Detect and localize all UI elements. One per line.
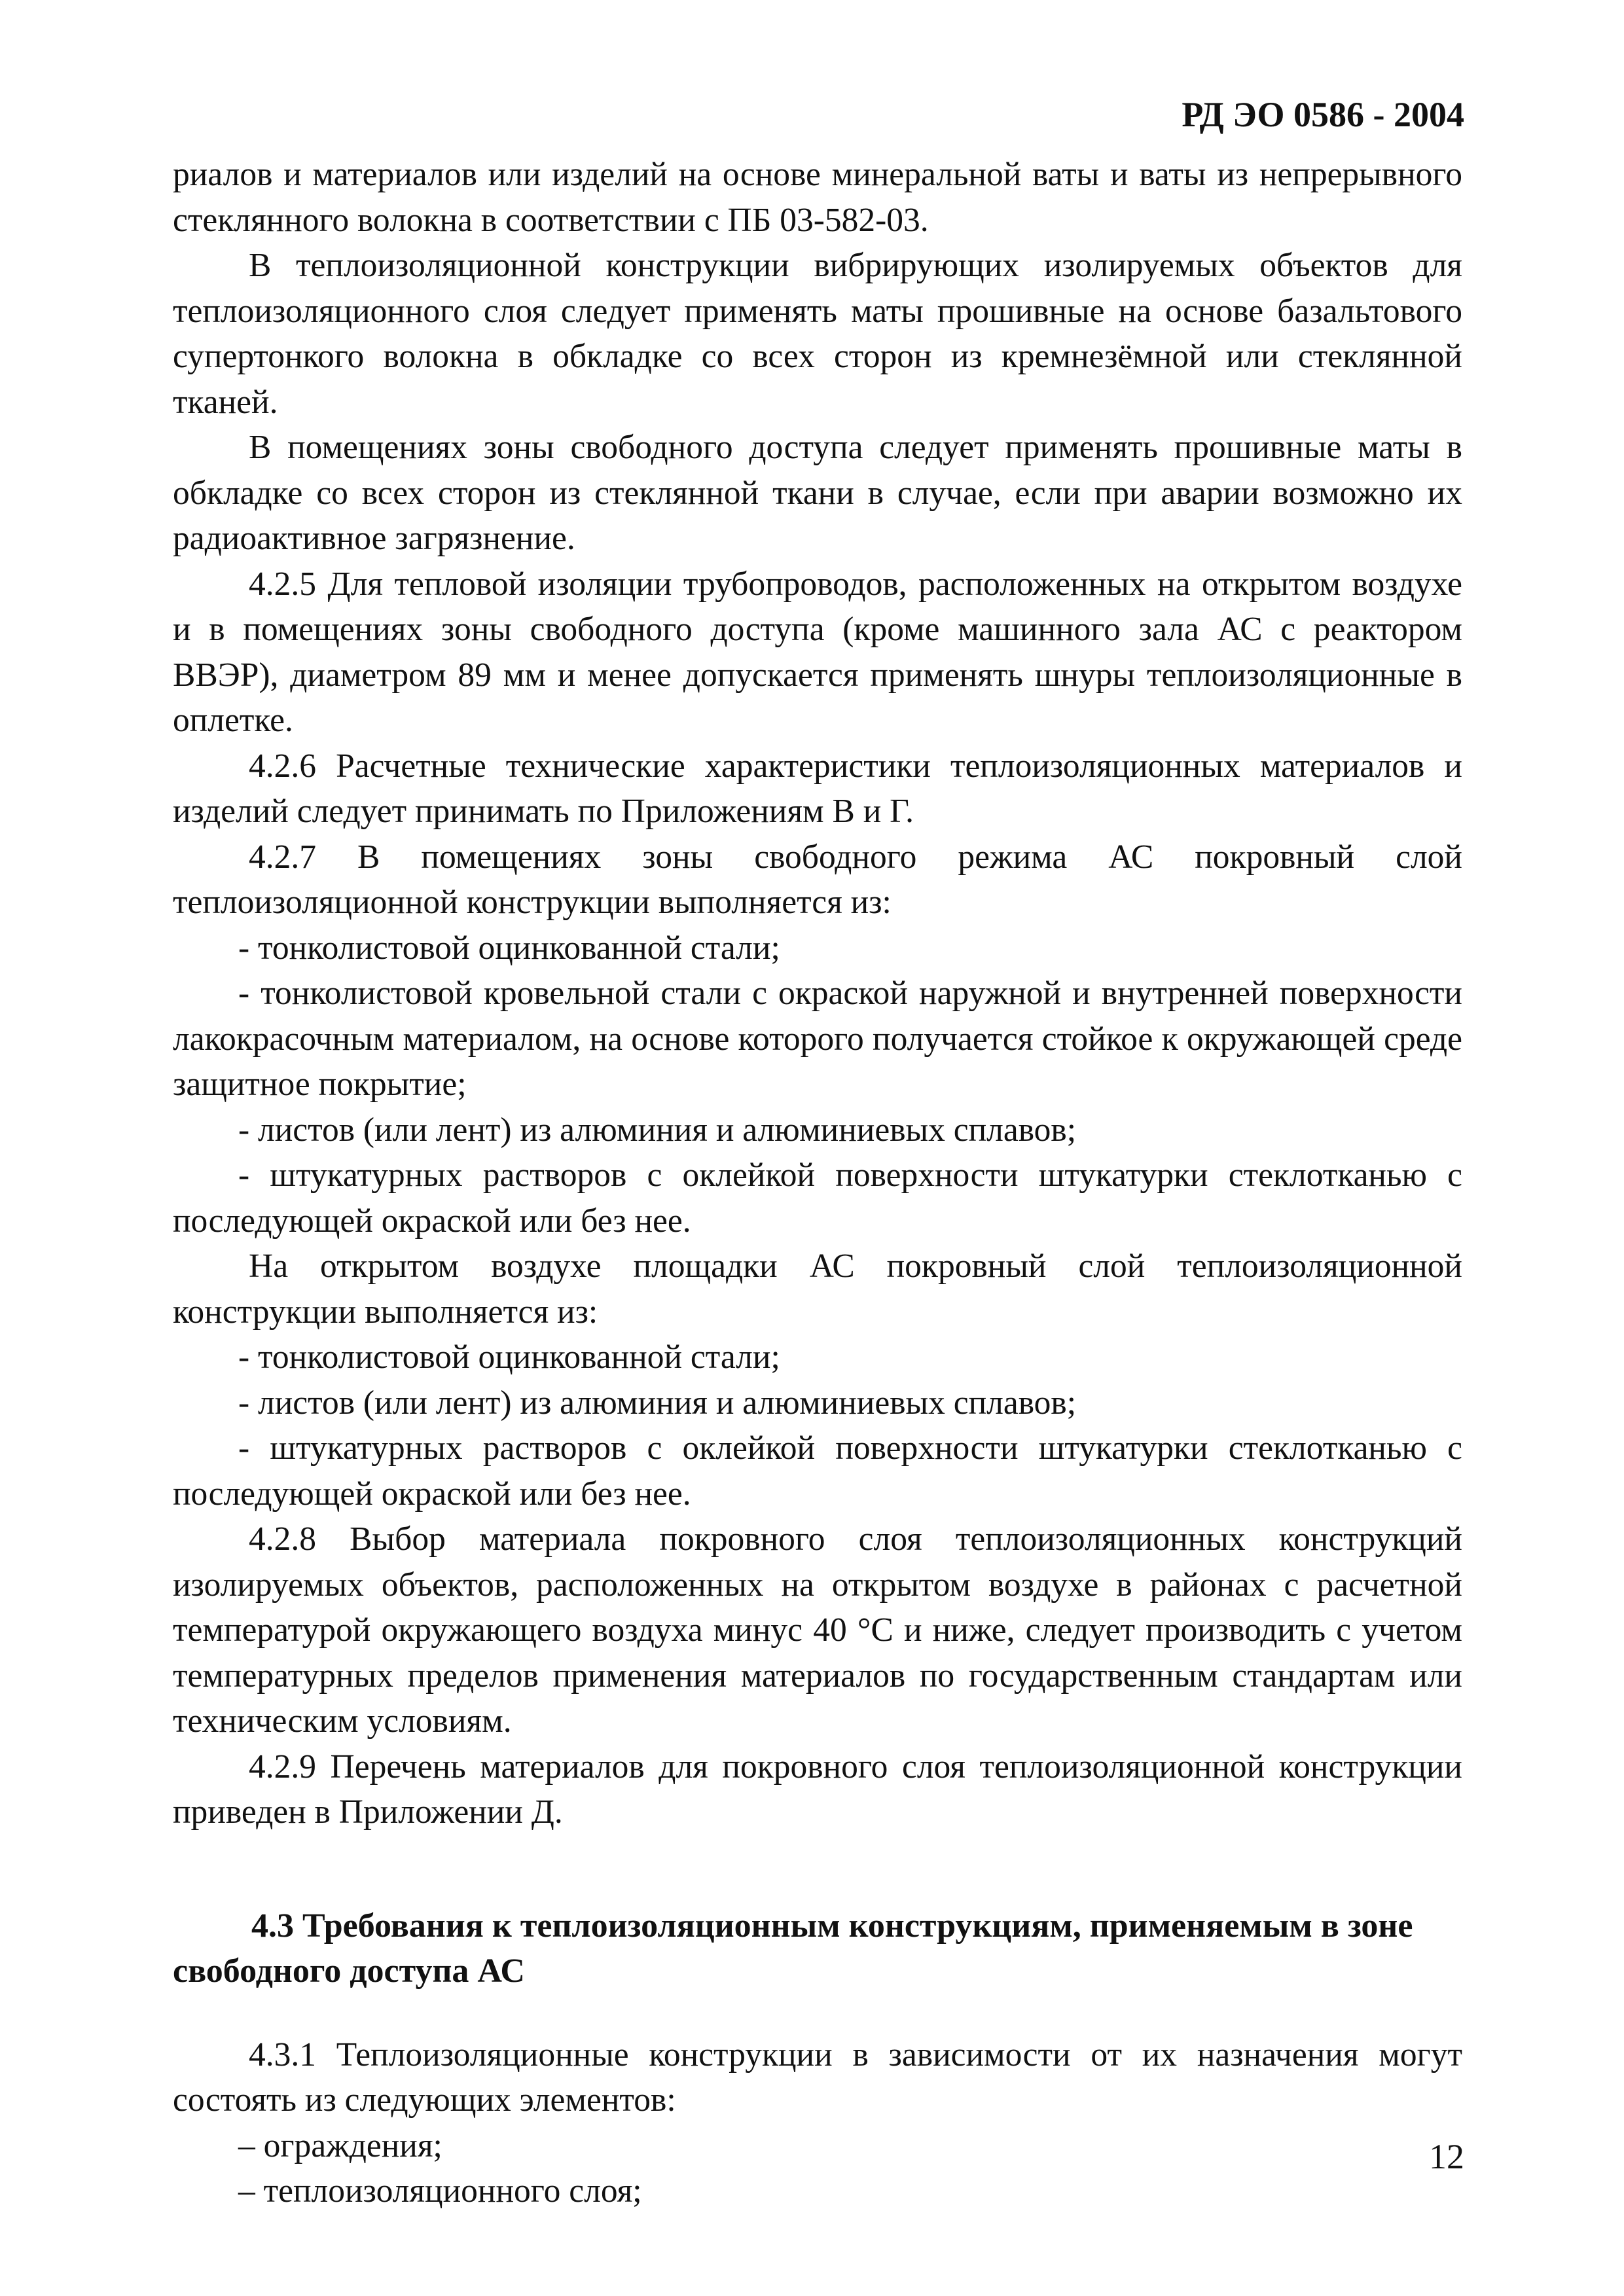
clause-4-2-6: 4.2.6 Расчетные технические характеристики теплоизоляционных материалов и изделий следует принимать по Приложениям В и Г. (173, 747, 1462, 830)
list-item: - штукатурных растворов с оклейкой поверхности штукатурки стеклотканью с последующей окраской или без нее. (173, 1429, 1462, 1513)
list-item: - штукатурных растворов с оклейкой поверхности штукатурки стеклотканью с последующей окраской или без нее. (173, 1157, 1462, 1240)
clause-4-2-8: 4.2.8 Выбор материала покровного слоя теплоизоляционных конструкций изолируемых объектов, расположенных на открытом воздухе в районах с расчетной температурой окружающего воздуха минус 40 °С и ниже, следует производить с учетом температурных пределов применения материалов по государственным стандартам или техническим условиям. (173, 1520, 1462, 1740)
paragraph-continuation: риалов и материалов или изделий на основе минеральной ваты и ваты из непрерывного стеклянного волокна в соответствии с ПБ 03-582-03. (173, 156, 1462, 239)
page-number: 12 (1429, 2137, 1464, 2176)
list-item: - листов (или лент) из алюминия и алюминиевых сплавов; (238, 1384, 1077, 1422)
list-item: - листов (или лент) из алюминия и алюминиевых сплавов; (238, 1111, 1077, 1149)
clause-4-3-1: 4.3.1 Теплоизоляционные конструкции в зависимости от их назначения могут состоять из следующих элементов: (173, 2036, 1462, 2119)
paragraph-outdoor-cover-layer: На открытом воздухе площадки АС покровный слой теплоизоляционной конструкции выполняется из: (173, 1247, 1462, 1331)
list-item: - тонколистовой оцинкованной стали; (238, 1338, 780, 1376)
list-item: – ограждения; (238, 2126, 442, 2164)
list-item: - тонколистовой оцинкованной стали; (238, 929, 780, 967)
document-code-header: РД ЭО 0586 - 2004 (1182, 95, 1464, 134)
paragraph-free-access-rooms: В помещениях зоны свободного доступа следует применять прошивные маты в обкладке со всех сторон из стеклянной ткани в случае, если при аварии возможно их радиоактивное загрязнение. (173, 429, 1462, 557)
construction-elements-list (173, 2123, 1462, 2214)
list-item: - тонколистовой кровельной стали с окраской наружной и внутренней поверхности лакокрасочным материалом, на основе которого получается стойкое к окружающей среде защитное покрытие; (173, 975, 1462, 1103)
list-item: – теплоизоляционного слоя; (238, 2172, 642, 2210)
outdoor-cover-layer-list (173, 1335, 1462, 1516)
document-body (173, 152, 1462, 2214)
clause-4-2-7: 4.2.7 В помещениях зоны свободного режима АС покровный слой теплоизоляционной конструкции выполняется из: (173, 838, 1462, 921)
section-heading-4-3: 4.3 Требования к теплоизоляционным конструкциям, применяемым в зоне свободного доступа АС (173, 1907, 1413, 1990)
indoor-cover-layer-list (173, 925, 1462, 1244)
paragraph-vibrating-objects: В теплоизоляционной конструкции вибрирующих изолируемых объектов для теплоизоляционного слоя следует применять маты прошивные на основе базальтового супертонкого волокна в обкладке со всех сторон из кремнезёмной или стеклянной тканей. (173, 247, 1462, 421)
clause-4-2-9: 4.2.9 Перечень материалов для покровного слоя теплоизоляционной конструкции приведен в Приложении Д. (173, 1748, 1462, 1831)
clause-4-2-5: 4.2.5 Для тепловой изоляции трубопроводов, расположенных на открытом воздухе и в помещениях зоны свободного доступа (кроме машинного зала АС с реактором ВВЭР), диаметром 89 мм и менее допускается применять шнуры теплоизоляционные в оплетке. (173, 565, 1462, 739)
